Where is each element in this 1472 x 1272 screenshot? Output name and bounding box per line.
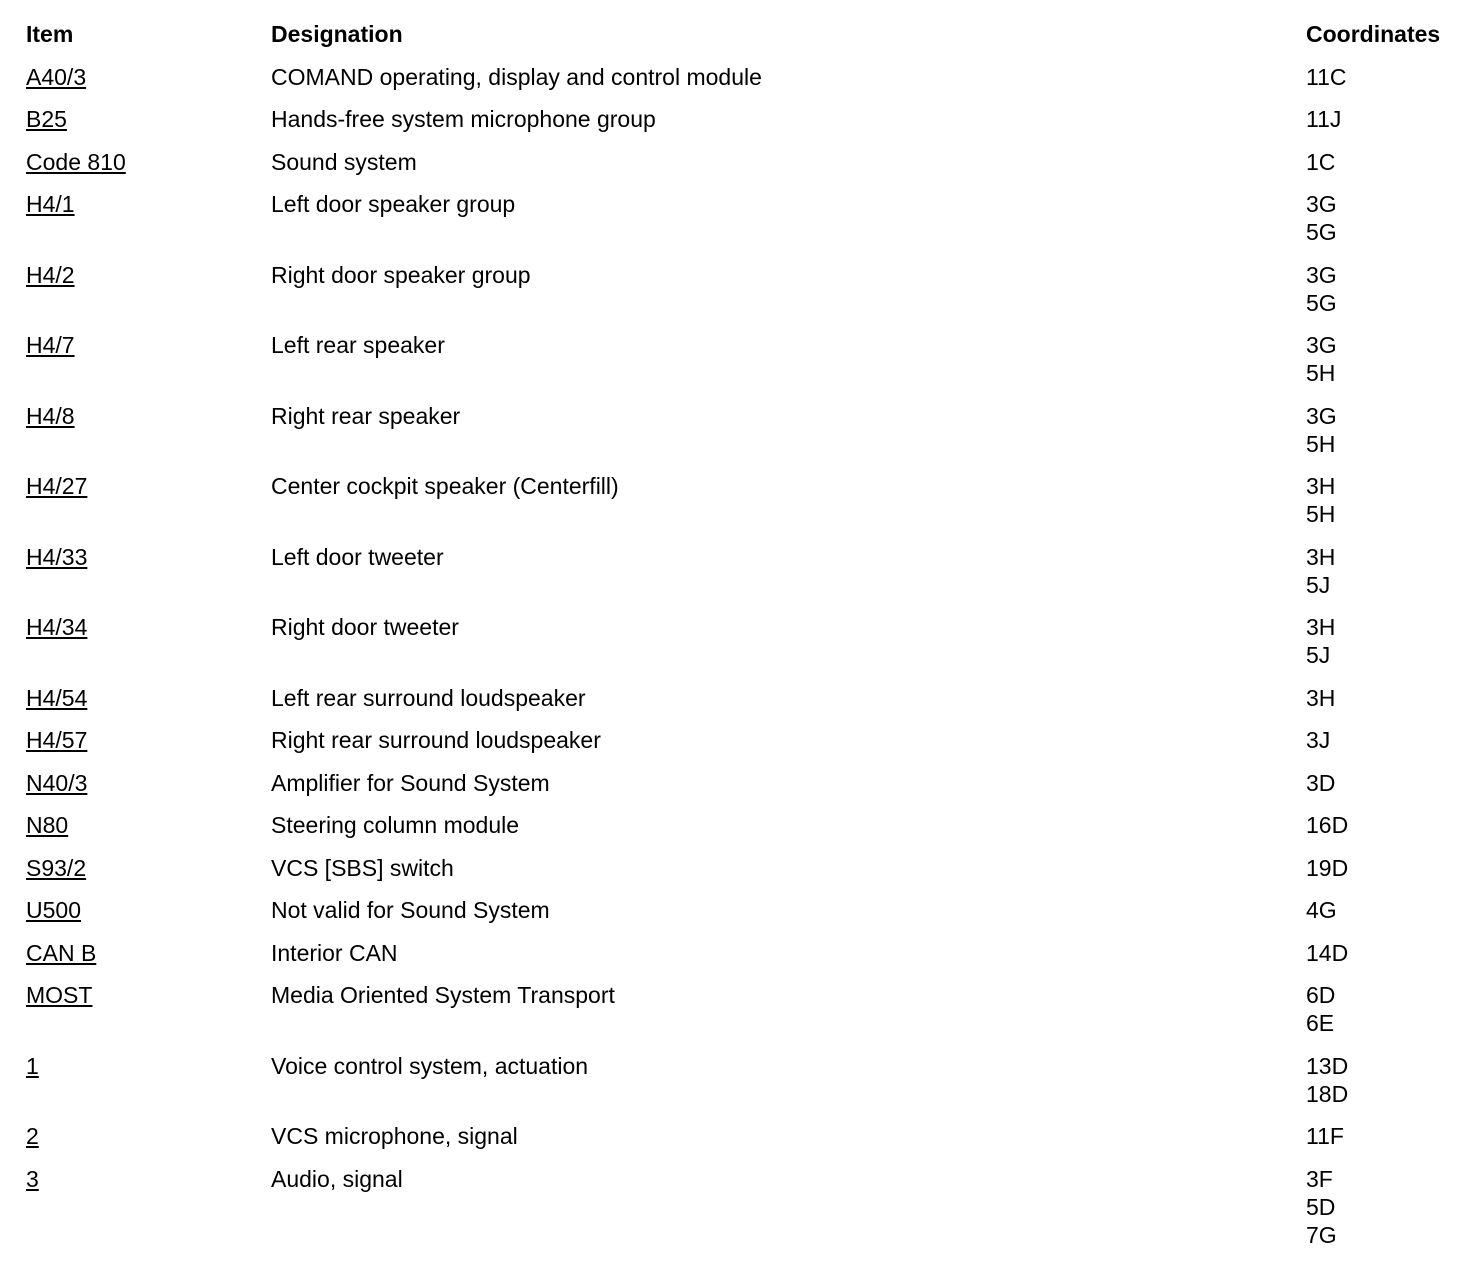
item-cell	[26, 811, 271, 839]
coordinates-cell	[1306, 939, 1466, 967]
coordinate-value: 3D	[1306, 769, 1336, 796]
coordinates-cell	[1306, 854, 1466, 882]
item-link[interactable]: B25	[26, 106, 67, 132]
header-designation: Designation	[271, 21, 403, 47]
table-row	[26, 472, 1466, 528]
designation-cell: Left door tweeter	[271, 543, 444, 570]
coordinates-cell	[1306, 896, 1466, 924]
designation-cell: Left door speaker group	[271, 191, 516, 217]
coordinate-value: 5H	[1306, 430, 1336, 457]
item-link[interactable]: H4/7	[26, 332, 75, 358]
coordinate-value: 3G	[1306, 402, 1337, 429]
coordinates-cell	[1306, 769, 1466, 797]
item-cell	[26, 1052, 271, 1080]
table-row	[26, 190, 1466, 246]
designation-cell: Sound system	[271, 148, 417, 175]
coordinate-value: 7G	[1306, 1221, 1337, 1248]
table-row	[26, 1052, 1466, 1108]
designation-cell: Right door speaker group	[271, 261, 531, 288]
header-item: Item	[26, 21, 74, 47]
table-row	[26, 854, 1466, 882]
coordinates-cell	[1306, 402, 1466, 458]
coordinate-value: 11C	[1306, 63, 1347, 90]
item-link[interactable]: H4/33	[26, 543, 88, 570]
coordinates-cell	[1306, 331, 1466, 387]
table-row	[26, 684, 1466, 712]
designation-cell: Right door tweeter	[271, 614, 459, 640]
coordinate-value: 3J	[1306, 727, 1331, 753]
coordinate-value: 3F	[1306, 1165, 1333, 1192]
item-link[interactable]: H4/8	[26, 402, 75, 429]
item-cell	[26, 105, 271, 133]
coordinate-value: 5D	[1306, 1193, 1336, 1220]
coordinate-value: 5G	[1306, 289, 1337, 316]
coordinates-cell	[1306, 105, 1466, 133]
designation-cell: VCS microphone, signal	[271, 1123, 518, 1149]
table-row	[26, 148, 1466, 176]
coordinate-value: 14D	[1306, 939, 1349, 966]
coordinate-value: 11J	[1306, 106, 1342, 132]
table-row	[26, 726, 1466, 754]
coordinate-value: 13D	[1306, 1052, 1349, 1079]
coordinates-cell	[1306, 148, 1466, 176]
coordinates-cell	[1306, 981, 1466, 1037]
item-link[interactable]: N80	[26, 812, 69, 838]
coordinate-value: 18D	[1306, 1080, 1349, 1107]
table-row	[26, 896, 1466, 924]
item-cell	[26, 402, 271, 430]
item-link[interactable]: H4/1	[26, 191, 75, 217]
coordinate-value: 3H	[1306, 473, 1336, 499]
coordinates-cell	[1306, 63, 1466, 91]
table-row	[26, 939, 1466, 967]
coordinate-value: 11F	[1306, 1123, 1344, 1149]
coordinate-value: 5H	[1306, 501, 1336, 527]
table-row	[26, 402, 1466, 458]
item-cell	[26, 613, 271, 641]
legend-rows	[26, 63, 1466, 1249]
coordinate-value: 3H	[1306, 684, 1336, 711]
table-row	[26, 331, 1466, 387]
designation-cell: Left rear surround loudspeaker	[271, 684, 586, 711]
header-coordinates: Coordinates	[1306, 21, 1441, 47]
designation-cell: Interior CAN	[271, 939, 398, 966]
item-cell	[26, 684, 271, 712]
designation-cell: VCS [SBS] switch	[271, 854, 454, 881]
designation-cell: Not valid for Sound System	[271, 897, 550, 923]
item-cell	[26, 331, 271, 359]
coordinate-value: 3H	[1306, 543, 1336, 570]
coordinates-cell	[1306, 543, 1466, 599]
coordinates-cell	[1306, 261, 1466, 317]
table-row	[26, 1122, 1466, 1150]
coordinate-value: 5J	[1306, 642, 1331, 668]
item-cell	[26, 726, 271, 754]
coordinate-value: 6E	[1306, 1010, 1335, 1036]
item-cell	[26, 896, 271, 924]
designation-cell: Right rear speaker	[271, 402, 461, 429]
coordinates-cell	[1306, 1165, 1466, 1249]
table-row	[26, 261, 1466, 317]
coordinate-value: 6D	[1306, 982, 1336, 1008]
designation-cell: Media Oriented System Transport	[271, 982, 615, 1008]
designation-cell: Center cockpit speaker (Centerfill)	[271, 473, 619, 499]
wiring-legend-table	[26, 20, 1466, 1263]
coordinate-value: 3G	[1306, 191, 1337, 217]
item-link[interactable]: CAN B	[26, 939, 97, 966]
table-row	[26, 105, 1466, 133]
table-row	[26, 543, 1466, 599]
legend-header	[26, 20, 1466, 48]
table-row	[26, 769, 1466, 797]
item-link[interactable]: S93/2	[26, 854, 87, 881]
table-row	[26, 1165, 1466, 1249]
item-link[interactable]: 1	[26, 1052, 39, 1079]
designation-cell: Audio, signal	[271, 1165, 403, 1192]
designation-cell: Hands-free system microphone group	[271, 106, 656, 132]
table-row	[26, 811, 1466, 839]
coordinate-value: 5J	[1306, 571, 1331, 598]
coordinate-value: 5G	[1306, 219, 1337, 245]
coordinates-cell	[1306, 190, 1466, 246]
item-cell	[26, 261, 271, 289]
designation-cell: Voice control system, actuation	[271, 1052, 589, 1079]
table-row	[26, 613, 1466, 669]
coordinate-value: 4G	[1306, 897, 1337, 923]
item-cell	[26, 63, 271, 91]
coordinates-cell	[1306, 1052, 1466, 1108]
designation-cell: Left rear speaker	[271, 332, 445, 358]
coordinates-cell	[1306, 613, 1466, 669]
item-link[interactable]: Code 810	[26, 148, 126, 175]
item-cell	[26, 939, 271, 967]
designation-cell: Right rear surround loudspeaker	[271, 727, 601, 753]
item-cell	[26, 1165, 271, 1193]
designation-cell: Steering column module	[271, 812, 520, 838]
coordinates-cell	[1306, 684, 1466, 712]
coordinate-value: 16D	[1306, 812, 1349, 838]
item-link[interactable]: N40/3	[26, 769, 88, 796]
coordinate-value: 5H	[1306, 360, 1336, 386]
item-cell	[26, 543, 271, 571]
item-link[interactable]: H4/57	[26, 727, 88, 753]
coordinates-cell	[1306, 811, 1466, 839]
designation-cell: Amplifier for Sound System	[271, 769, 550, 796]
coordinates-cell	[1306, 726, 1466, 754]
item-cell	[26, 981, 271, 1009]
coordinate-value: 1C	[1306, 148, 1336, 175]
designation-cell: COMAND operating, display and control module	[271, 63, 762, 90]
item-link[interactable]: 3	[26, 1165, 39, 1192]
item-link[interactable]: U500	[26, 897, 81, 923]
table-row	[26, 63, 1466, 91]
item-link[interactable]: 2	[26, 1123, 39, 1149]
item-link[interactable]: H4/34	[26, 614, 88, 640]
item-cell	[26, 148, 271, 176]
table-row	[26, 981, 1466, 1037]
coordinate-value: 19D	[1306, 854, 1349, 881]
item-cell	[26, 472, 271, 500]
item-link[interactable]: A40/3	[26, 63, 87, 90]
item-cell	[26, 769, 271, 797]
item-cell	[26, 854, 271, 882]
coordinate-value: 3H	[1306, 614, 1336, 640]
item-link[interactable]: H4/27	[26, 473, 88, 499]
item-link[interactable]: H4/2	[26, 261, 75, 288]
coordinates-cell	[1306, 472, 1466, 528]
item-cell	[26, 190, 271, 218]
coordinate-value: 3G	[1306, 332, 1337, 358]
coordinate-value: 3G	[1306, 261, 1337, 288]
coordinates-cell	[1306, 1122, 1466, 1150]
item-link[interactable]: H4/54	[26, 684, 88, 711]
item-cell	[26, 1122, 271, 1150]
item-link[interactable]: MOST	[26, 982, 93, 1008]
